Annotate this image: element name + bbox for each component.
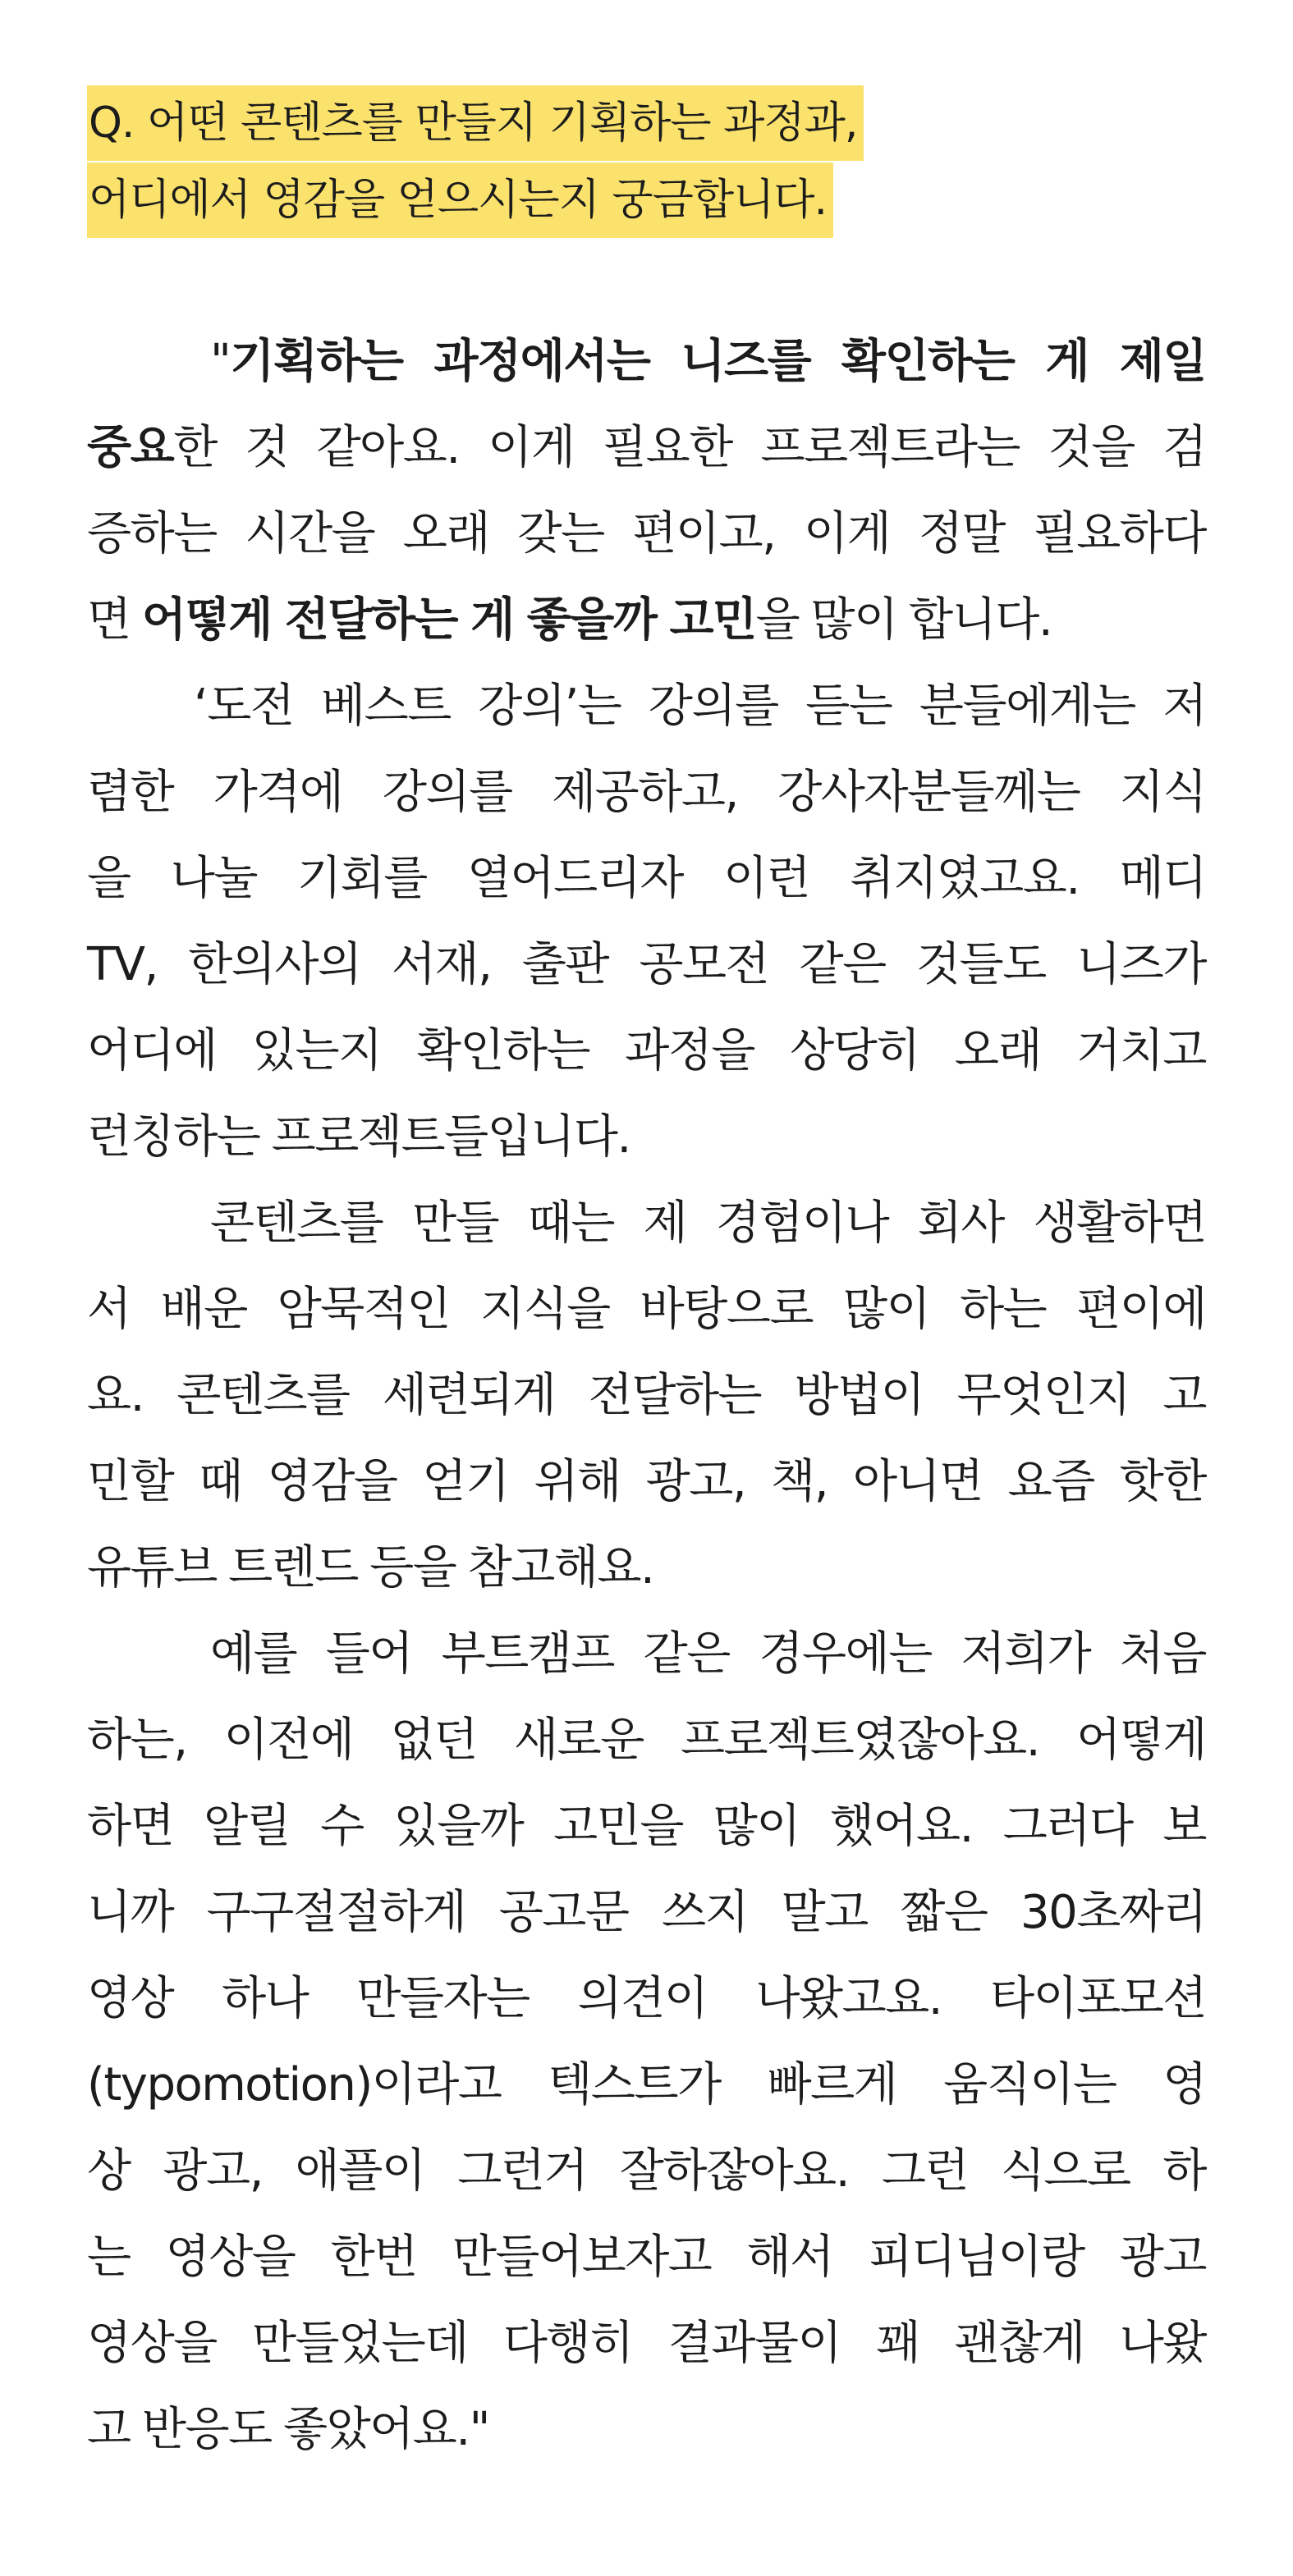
text-line: (typomotion)이라고 텍스트가 빠르게 움직이는 영: [87, 2058, 1206, 2112]
text-line: 고 반응도 좋았어요.": [87, 2403, 489, 2456]
text-line: 유튜브 트렌드 등을 참고해요.: [87, 1541, 654, 1595]
text-line: 영상 하나 만들자는 의견이 나왔고요. 타이포모션: [87, 1972, 1206, 2025]
answer-paragraph: [87, 1180, 1206, 1611]
answer-paragraph: [87, 1611, 1206, 2473]
text-line: TV, 한의사의 서재, 출판 공모전 같은 것들도 니즈가: [87, 938, 1206, 991]
text-line: 어디에 있는지 확인하는 과정을 상당히 오래 거치고: [87, 1024, 1206, 1078]
question-line: Q. 어떤 콘텐츠를 만들지 기획하는 과정과,: [87, 85, 864, 161]
body-text: 한 것 같아요. 이게 필요한 프로젝트라는 것을 검: [173, 421, 1206, 474]
body-text: 면: [87, 593, 142, 647]
text-line: 상 광고, 애플이 그런거 잘하잖아요. 그런 식으로 하: [87, 2144, 1206, 2198]
text-line: [87, 577, 1206, 663]
text-line: 민할 때 영감을 얻기 위해 광고, 책, 아니면 요즘 핫한: [87, 1455, 1206, 1508]
text-line: ‘도전 베스트 강의’는 강의를 듣는 분들에게는 저: [194, 679, 1206, 733]
question-block: [87, 85, 1206, 240]
text-line: 을 나눌 기회를 열어드리자 이런 취지였고요. 메디: [87, 852, 1206, 905]
emphasis-text: 어떻게 전달하는 게 좋을까 고민: [141, 593, 756, 647]
text-line: 증하는 시간을 오래 갖는 편이고, 이게 정말 필요하다: [87, 507, 1206, 560]
text-line: 런칭하는 프로젝트들입니다.: [87, 1110, 630, 1164]
answer-paragraph: [87, 663, 1206, 1180]
answer-paragraph: [87, 318, 1206, 663]
question-line: 어디에서 영감을 얻으시는지 궁금합니다.: [87, 162, 833, 238]
text-line: 하면 알릴 수 있을까 고민을 많이 했어요. 그러다 보: [87, 1800, 1206, 1853]
text-line: 콘텐츠를 만들 때는 제 경험이나 회사 생활하면: [210, 1196, 1206, 1250]
text-line: 렴한 가격에 강의를 제공하고, 강사자분들께는 지식: [87, 766, 1206, 819]
text-line: [87, 405, 1206, 491]
quote-mark: ": [210, 335, 231, 388]
text-line: 영상을 만들었는데 다행히 결과물이 꽤 괜찮게 나왔: [87, 2317, 1206, 2370]
emphasis-text: 중요: [87, 421, 174, 474]
text-line: 니까 구구절절하게 공고문 쓰지 말고 짧은 30초짜리: [87, 1886, 1206, 1939]
text-line: 는 영상을 한번 만들어보자고 해서 피디님이랑 광고: [87, 2231, 1206, 2284]
answer-block: [87, 318, 1206, 2473]
emphasis-text: 기획하는 과정에서는 니즈를 확인하는 게 제일: [230, 335, 1206, 388]
text-line: 요. 콘텐츠를 세련되게 전달하는 방법이 무엇인지 고: [87, 1369, 1206, 1422]
text-line: 하는, 이전에 없던 새로운 프로젝트였잖아요. 어떻게: [87, 1714, 1206, 1767]
text-line: 서 배운 암묵적인 지식을 바탕으로 많이 하는 편이에: [87, 1283, 1206, 1336]
body-text: 을 많이 합니다.: [755, 593, 1052, 647]
text-line: 예를 들어 부트캠프 같은 경우에는 저희가 처음: [210, 1627, 1206, 1681]
text-line: [87, 318, 1206, 405]
